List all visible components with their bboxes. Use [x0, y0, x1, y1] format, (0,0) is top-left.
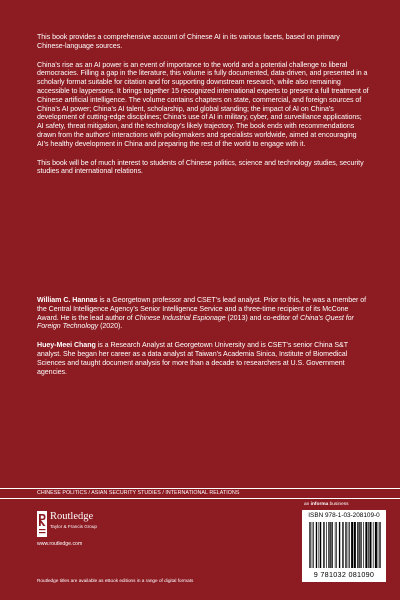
barcode-bar: [310, 522, 311, 568]
author-bios: [37, 296, 369, 386]
barcode-bar: [363, 522, 364, 568]
routledge-logo-icon: [37, 511, 47, 537]
barcode-bar: [335, 522, 336, 568]
barcode-bar: [373, 522, 374, 568]
isbn-number: ISBN 978-1-03-208109-0: [308, 512, 380, 519]
barcode-bar: [369, 522, 371, 568]
barcode-bar: [349, 522, 350, 568]
publisher-group: Taylor & Francis Group: [50, 524, 97, 529]
barcode-bar: [378, 522, 379, 568]
barcode-bar: [316, 522, 317, 568]
barcode-icon: [309, 522, 381, 568]
barcode-bar: [368, 522, 369, 568]
barcode-bar: [365, 522, 367, 568]
barcode-bar: [361, 522, 362, 568]
bio-text: (2020).: [98, 322, 123, 331]
informa-business-tagline: [304, 502, 349, 508]
blurb-paragraph-main: China’s rise as an AI power is an event of importance to the world and a potential challenge to liberal democracies. Filling a gap in the literature, this volume is fully documented, data-driven, and presented in a scholarly format suitable for citation and for supporting downstream research, while also remaining accessible to laypersons. It brings together 15 recognized international experts to present a full treatment of Chinese artificial intelligence. The volume contains chapters on state, commercial, and foreign sources of China’s AI power; China’s AI talent, scholarship, and global standing; the impact of AI on China’s development of cutting-edge disciplines; China’s use of AI in military, cyber, and surveillance applications; AI safety, threat mitigation, and the technology’s likely trajectory. The book ends with recommendations drawn from the authors’ interactions with policymakers and specialists worldwide, aimed at encouraging AI’s healthy development in China and preparing the rest of the world to engage with it.: [37, 60, 369, 148]
isbn-barcode: [302, 510, 386, 582]
author-bio-chang: [37, 341, 369, 376]
ebook-availability-note: Routledge titles are available as eBook editions in a range of digital formats: [37, 578, 194, 583]
informa-suffix: business: [328, 502, 349, 507]
barcode-bar: [326, 522, 327, 568]
barcode-bar: [359, 522, 360, 568]
barcode-bar: [342, 522, 343, 568]
barcode-bar: [328, 522, 329, 568]
publisher-website[interactable]: www.routledge.com: [37, 541, 83, 547]
barcode-bar: [354, 522, 356, 568]
barcode-bar: [329, 522, 330, 568]
informa-prefix: an: [304, 502, 311, 507]
barcode-bar: [339, 522, 340, 568]
book-description: [37, 33, 369, 186]
book-title: Chinese Industrial Espionage: [134, 313, 226, 322]
bio-text: is a Research Analyst at Georgetown University and is CSET’s senior China S&T analyst. She began her career as a data analyst at Taiwan’s Academia Sinica, Institute of Biomedical Sciences and taught document analysis for more than a decade to researchers at U.S. Government agencies.: [37, 341, 348, 376]
barcode-bar: [375, 522, 377, 568]
bio-text: (2013) and co-editor of: [225, 313, 300, 322]
barcode-bar: [309, 522, 310, 568]
barcode-digits: 9 781032 081090: [313, 570, 375, 579]
barcode-bar: [380, 522, 381, 568]
author-name: William C. Hannas: [37, 296, 98, 304]
book-title: China’s Quest for Foreign Technology: [37, 313, 354, 331]
barcode-bar: [320, 522, 321, 568]
bio-text: is a Georgetown professor and CSET’s lead analyst. Prior to this, he was a member of the Central Intelligence Agency’s Senior Intelligence Service and a three-time recipient of its McCone Award. He is the lead author of: [37, 296, 367, 322]
publisher-block: [37, 511, 157, 551]
barcode-bar: [331, 522, 332, 568]
author-name: Huey-Meei Chang: [37, 341, 96, 350]
barcode-bar: [313, 522, 314, 568]
informa-word: informa: [310, 502, 329, 507]
barcode-bar: [357, 522, 358, 568]
author-bio-hannas: [37, 296, 369, 331]
barcode-bar: [345, 522, 346, 568]
barcode-bar: [319, 522, 320, 568]
barcode-bar: [312, 522, 313, 568]
barcode-bar: [379, 522, 380, 568]
divider-bottom: [0, 498, 400, 499]
barcode-bar: [348, 522, 349, 568]
blurb-paragraph-intro: This book provides a comprehensive account of Chinese AI in its various facets, based on primary Chinese-language sources.: [37, 33, 340, 50]
blurb-paragraph-audience: This book will be of much interest to students of Chinese politics, science and technology studies, security studies and international relations.: [37, 158, 364, 176]
barcode-bar: [336, 522, 337, 568]
subject-categories: CHINESE POLITICS / ASIAN SECURITY STUDIES / INTERNATIONAL RELATIONS: [37, 490, 240, 496]
publisher-name: Routledge: [50, 511, 94, 522]
barcode-bar: [323, 522, 324, 568]
barcode-bar: [346, 522, 347, 568]
barcode-bar: [351, 522, 353, 568]
